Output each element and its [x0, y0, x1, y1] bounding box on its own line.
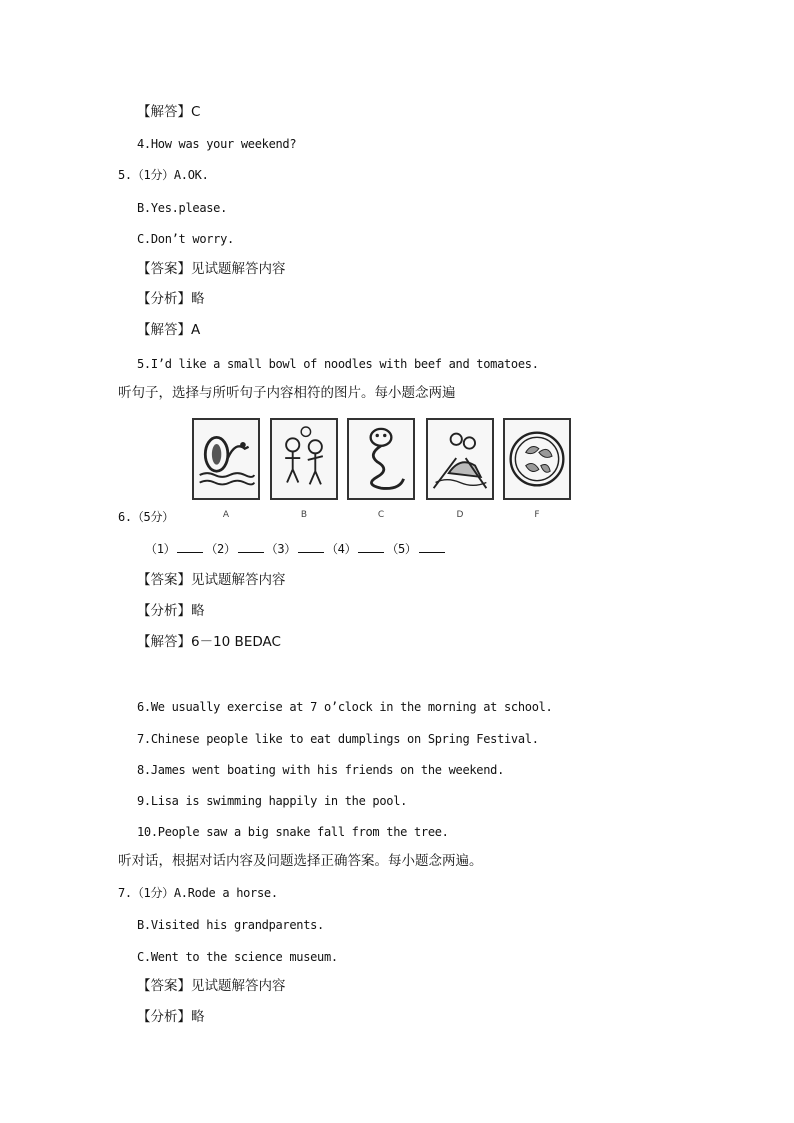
solution-label: 【解答】6－10 BEDAC: [137, 634, 281, 650]
blank-label-4: （4）: [325, 542, 357, 556]
picture-label-f: F: [534, 510, 540, 520]
question-number: 7.（1分）A.Rode a horse.: [118, 886, 278, 900]
answer-blanks: [145, 541, 447, 557]
blank-4: [358, 541, 384, 553]
transcript-line: 8.James went boating with his friends on the weekend.: [137, 763, 505, 777]
picture-label-a: A: [222, 510, 230, 520]
answer-label: 【答案】见试题解答内容: [137, 572, 286, 588]
option-c: C.Don’t worry.: [137, 232, 234, 246]
question-number: 5.（1分）A.OK.: [118, 168, 209, 182]
transcript-line: 9.Lisa is swimming happily in the pool.: [137, 794, 408, 808]
analysis-label: 【分析】略: [137, 291, 205, 307]
transcript-line: 5.I’d like a small bowl of noodles with beef and tomatoes.: [137, 357, 539, 371]
option-b: B.Yes.please.: [137, 201, 228, 215]
blank-label-3: （3）: [265, 542, 296, 556]
analysis-label: 【分析】略: [137, 1009, 205, 1025]
picture-label-c: C: [377, 510, 385, 520]
swimming-icon: [192, 418, 260, 500]
answer-label: 【答案】见试题解答内容: [137, 978, 286, 994]
option-c: C.Went to the science museum.: [137, 950, 338, 964]
question-number: 6.（5分）: [118, 510, 174, 524]
blank-label-1: （1）: [145, 542, 176, 556]
exercising-kids-icon: [270, 418, 338, 500]
analysis-label: 【分析】略: [137, 603, 205, 619]
picture-options: [190, 416, 572, 524]
blank-5: [419, 541, 445, 553]
section-instruction: 听句子，选择与所听句子内容相符的图片。每小题念两遍: [118, 385, 456, 401]
transcript-line: 6.We usually exercise at 7 o’clock in the morning at school.: [137, 700, 553, 714]
answer-line: 【解答】C: [137, 104, 201, 120]
boating-icon: [426, 418, 494, 500]
transcript-line: 7.Chinese people like to eat dumplings on Spring Festival.: [137, 732, 539, 746]
blank-3: [298, 541, 324, 553]
picture-label-b: B: [300, 510, 308, 520]
blank-label-2: （2）: [205, 542, 236, 556]
snake-icon: [347, 418, 415, 500]
answer-label: 【答案】见试题解答内容: [137, 261, 286, 277]
dumplings-icon: [503, 418, 571, 500]
blank-2: [238, 541, 264, 553]
transcript-line: 10.People saw a big snake fall from the tree.: [137, 825, 449, 839]
blank-1: [177, 541, 203, 553]
question-text: 4.How was your weekend?: [137, 137, 297, 151]
section-instruction: 听对话，根据对话内容及问题选择正确答案。每小题念两遍。: [118, 853, 483, 869]
picture-label-d: D: [456, 510, 464, 520]
blank-label-5: （5）: [386, 542, 417, 556]
option-b: B.Visited his grandparents.: [137, 918, 324, 932]
solution-label: 【解答】A: [137, 322, 201, 338]
